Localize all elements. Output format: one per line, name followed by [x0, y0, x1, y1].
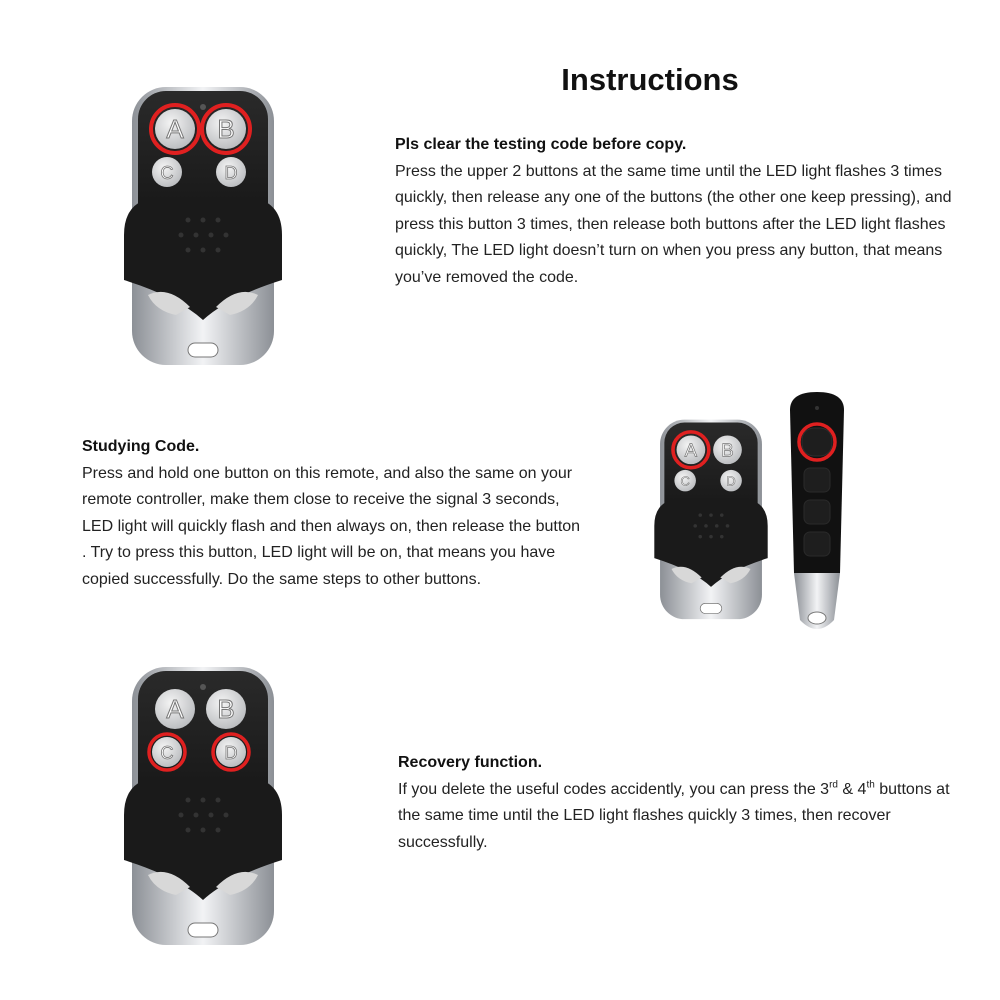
section-heading: Studying Code. [82, 438, 200, 455]
section-heading: Pls clear the testing code before copy. [395, 136, 687, 153]
button-b-icon [206, 689, 246, 729]
remote-cd-highlight-image [118, 665, 288, 950]
body-part: If you delete the useful codes accidently, you can press the 3 [398, 780, 830, 798]
button-a-icon [677, 435, 706, 464]
section-recovery-function [398, 750, 958, 856]
svg-text:A: A [166, 694, 184, 724]
svg-text:C: C [160, 163, 174, 183]
remote-a-highlight-image [650, 418, 772, 623]
svg-text:C: C [160, 743, 174, 763]
button-d-icon [720, 470, 742, 492]
svg-text:B: B [217, 114, 235, 144]
button-a-icon [155, 109, 195, 149]
button-d-icon [216, 737, 246, 767]
section-clear-code [395, 132, 965, 291]
section-body: Press and hold one button on this remote, and also the same on your remote controller, make them close to receive the signal 3 seconds, LED light will quickly flash and then always on, then release the button . Try to press this button, LED light will be on, that means you have copied successfully. Do the same steps to other buttons. [82, 464, 581, 588]
section-heading: Recovery function. [398, 754, 543, 771]
button-c-icon [152, 157, 182, 187]
svg-text:A: A [166, 114, 184, 144]
body-part: buttons at the same time until the LED light flashes quickly 3 times, then recover successfully. [398, 780, 950, 851]
section-studying-code [82, 434, 582, 593]
section-body: Press the upper 2 buttons at the same time until the LED light flashes 3 times quickly, then release any one of the buttons (the other one keep pressing), and press this button 3 times, then release both buttons after the LED light flashes quickly, The LED light doesn’t turn on when you press any button, that means you’ve removed the code. [395, 162, 952, 286]
remote-ab-highlight-image [118, 85, 288, 370]
button-c-icon [152, 737, 182, 767]
page-title: Instructions [561, 62, 739, 97]
slim-remote-image [782, 388, 852, 640]
svg-text:C: C [680, 473, 690, 489]
button-c-icon [674, 470, 696, 492]
section-body [398, 777, 958, 857]
svg-text:D: D [224, 743, 238, 763]
button-b-icon [713, 435, 742, 464]
svg-text:A: A [684, 439, 698, 461]
button-d-icon [216, 157, 246, 187]
ordinal-suffix: rd [829, 779, 838, 791]
svg-text:D: D [726, 473, 736, 489]
button-a-icon [155, 689, 195, 729]
body-part: & 4 [837, 780, 867, 798]
svg-text:B: B [217, 694, 235, 724]
svg-text:D: D [224, 163, 238, 183]
svg-text:B: B [721, 439, 734, 461]
ordinal-suffix: th [866, 779, 875, 791]
button-b-icon [206, 109, 246, 149]
